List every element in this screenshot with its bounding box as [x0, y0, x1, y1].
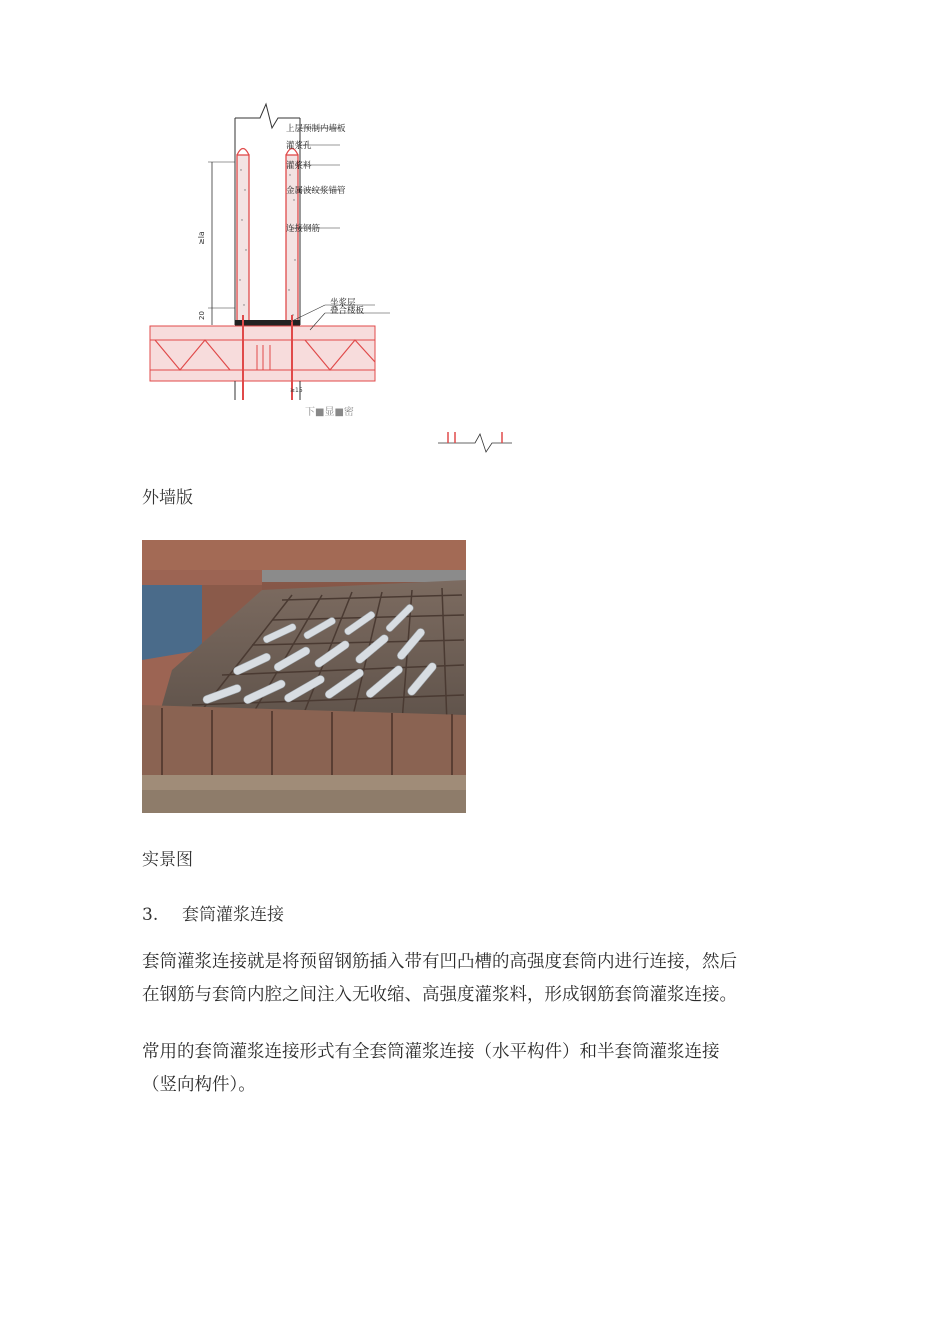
- label-corrugated-duct: 金属波纹浆锚管: [286, 186, 346, 196]
- section-title: 套筒灌浆连接: [182, 905, 284, 925]
- connection-detail-drawing: [140, 100, 540, 460]
- section-number: 3.: [142, 905, 159, 925]
- section-heading: [142, 900, 284, 925]
- right-grout-duct: [286, 155, 298, 325]
- label-composite-slab: 叠合楼板: [330, 306, 365, 316]
- label-bedding-layer: 坐浆层: [330, 298, 356, 308]
- paragraph-2-line-2: （竖向构件）。: [142, 1075, 256, 1095]
- left-grout-duct: [237, 155, 249, 325]
- label-connecting-rebar: 连接钢筋: [286, 224, 321, 234]
- paragraph-1-line-1: 套筒灌浆连接就是将预留钢筋插入带有凹凸槽的高强度套筒内进行连接，然后: [142, 952, 737, 972]
- anchor-dimension-text: ≥la: [197, 231, 206, 245]
- spacing-dimension-text: ≥15: [290, 387, 303, 394]
- drawing-caption: 外墙版: [142, 488, 193, 508]
- drawing-image-caption: 下■显■密: [305, 407, 354, 418]
- label-upper-wall: 上层预制内墙板: [286, 124, 346, 134]
- label-grout-material: 灌浆料: [286, 161, 312, 171]
- bedding-layer: [235, 320, 300, 326]
- label-grout-hole: 灌浆孔: [286, 141, 312, 151]
- paragraph-1: [142, 946, 812, 1012]
- break-line-bottom: [438, 434, 512, 452]
- bottom-dimension-text: 20: [198, 311, 206, 320]
- paragraph-1-line-2: 在钢筋与套筒内腔之间注入无收缩、高强度灌浆料，形成钢筋套筒灌浆连接。: [142, 985, 737, 1005]
- site-photo: [142, 540, 466, 813]
- site-photo-svg: [142, 540, 466, 813]
- photo-caption: 实景图: [142, 850, 193, 870]
- paragraph-2-line-1: 常用的套筒灌浆连接形式有全套筒灌浆连接（水平构件）和半套筒灌浆连接: [142, 1042, 720, 1062]
- paragraph-2: [142, 1036, 812, 1102]
